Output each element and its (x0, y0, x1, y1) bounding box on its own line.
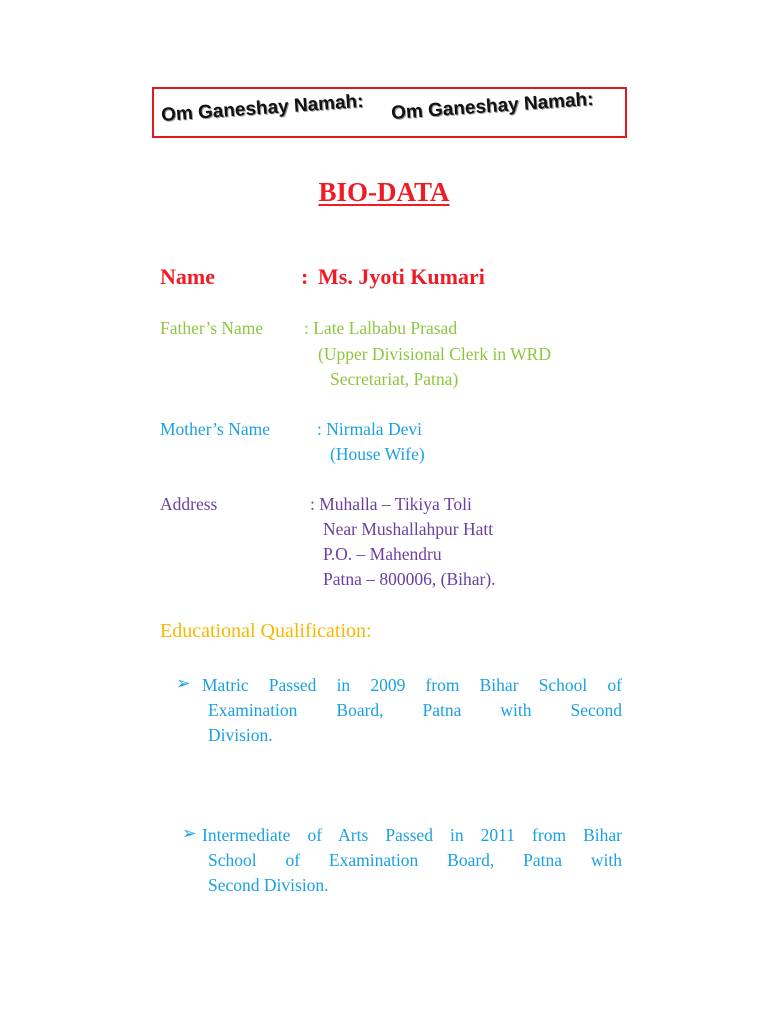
father-label: Father’s Name (160, 318, 264, 338)
education-item-line: Examination Board, Patna with Second (208, 700, 622, 720)
bullet-arrow-icon: ➢ (182, 823, 197, 843)
education-item-intermediate (202, 823, 622, 898)
header-banner (152, 87, 627, 138)
education-item-line: Matric Passed in 2009 from Bihar School of (202, 675, 622, 695)
mother-value: : Nirmala Devi (317, 419, 422, 439)
bullet-arrow-icon: ➢ (176, 673, 191, 693)
address-line2: Near Mushallahpur Hatt (323, 519, 494, 539)
address-line1: : Muhalla – Tikiya Toli (310, 494, 472, 514)
address-label: Address (160, 494, 218, 514)
mother-note: (House Wife) (330, 444, 425, 464)
banner-text-left: Om Ganeshay Namah: (160, 90, 365, 127)
education-item-line: Division. (208, 725, 273, 745)
address-line3: P.O. – Mahendru (323, 544, 442, 564)
banner-text-right: Om Ganeshay Namah: (390, 88, 595, 125)
education-item-line: Second Division. (208, 875, 329, 895)
name-value: Ms. Jyoti Kumari (318, 264, 485, 289)
father-note-line1: (Upper Divisional Clerk in WRD (318, 344, 551, 364)
education-item-line: Intermediate of Arts Passed in 2011 from Bihar (202, 825, 622, 845)
education-item-matric (202, 673, 622, 748)
name-label: Name (160, 264, 215, 289)
education-item-line: School of Examination Board, Patna with (208, 850, 622, 870)
father-note-line2: Secretariat, Patna) (330, 369, 459, 389)
mother-label: Mother’s Name (160, 419, 270, 439)
father-value: : Late Lalbabu Prasad (304, 318, 458, 338)
education-heading: Educational Qualification: (160, 620, 372, 642)
name-separator: : (301, 264, 309, 289)
page-title: BIO-DATA (318, 177, 450, 207)
address-line4: Patna – 800006, (Bihar). (323, 569, 496, 589)
